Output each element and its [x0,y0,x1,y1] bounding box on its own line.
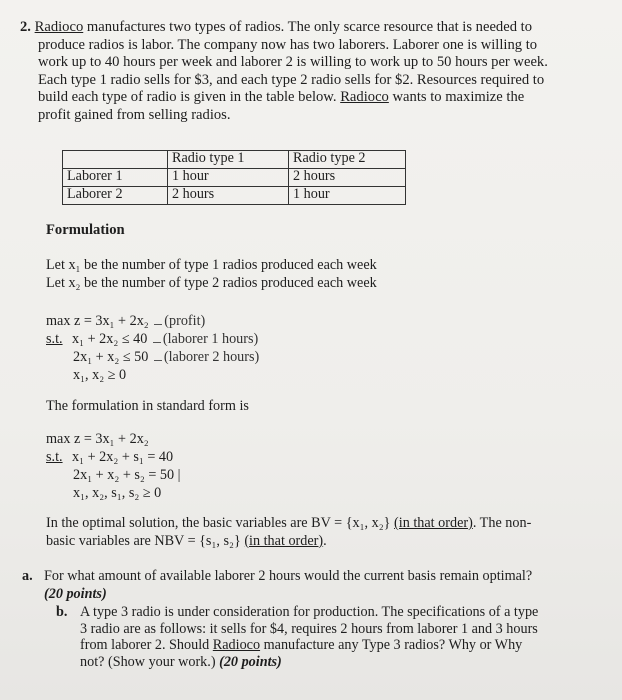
objective-note: (profit) [164,313,206,329]
question-a-label: a. [22,568,33,584]
question-a-text: For what amount of available laborer 2 hours would the current basis remain optimal? [44,568,533,584]
sf-st-label: s.t. [46,449,63,465]
nonnegativity: x₁, x₂ ≥ 0 [73,367,127,383]
lp-model [46,312,259,384]
table-row [63,169,406,187]
sf-nonnegativity: x₁, x₂, s₁, s₂ ≥ 0 [73,485,162,501]
var-def-x1: Let x₁ be the number of type 1 radios produced each week [46,257,377,273]
question-a [22,568,582,603]
sf-objective: max z = 3x₁ + 2x₂ [46,431,149,447]
var-def-x2: Let x₂ be the number of type 2 radios produced each week [46,274,377,291]
table-cell [63,151,168,169]
table-cell: Laborer 1 [63,169,168,187]
table-cell: 2 hours [289,169,406,187]
table-header-row [63,151,406,169]
table-cell: 1 hour [289,187,406,205]
constraint-2: 2x₁ + x₂ ≤ 50 [73,349,149,365]
sf-constraint-2: 2x₁ + x₂ + s₂ = 50 | [73,467,181,483]
table-cell: 1 hour [168,169,289,187]
question-b: b. A type 3 radio is under consideration for production. The specifications of a type 3 radio are as follows: it sells for $4, requires 2 hours from laborer 1 and 3 hours from laborer 2. Should Radioco manufacture any Type 3 radios? Why or Why not? (Show your work.) (20 points) [56,604,539,670]
table-cell: 2 hours [168,187,289,205]
constraint-1: x₁ + 2x₂ ≤ 40 [72,331,148,347]
standard-form-heading: The formulation in standard form is [46,398,249,414]
constraint-2-note: (laborer 2 hours) [163,349,260,365]
question-a-points: (20 points) [44,585,107,602]
standard-form-model [46,430,181,502]
st-label: s.t. [46,331,63,347]
resource-table [62,150,406,205]
table-header-cell: Radio type 2 [289,151,406,169]
question-b-points: (20 points) [219,653,282,670]
question-b-label: b. [56,604,68,620]
formulation-heading: Formulation [46,222,125,238]
company-name: Radioco [34,19,84,35]
variable-definitions [46,257,377,292]
problem-number: 2. [20,19,31,35]
table-header-cell: Radio type 1 [168,151,289,169]
sf-constraint-1: x₁ + 2x₂ + s₁ = 40 [72,449,174,465]
optimal-basis-text: In the optimal solution, the basic variables are BV = {x₁, x₂} (in that order). The non- basic variables are NBV = {s₁, s₂} (in that order). [46,515,532,549]
constraint-1-note: (laborer 1 hours) [162,331,259,347]
table-row [63,187,406,205]
problem-intro: 2. Radioco manufactures two types of radios. The only scarce resource that is needed to produce radios is labor. The company now has two laborers. Laborer one is willing to work up to 40 hours per week and laborer 2 is willing to work up to 50 hours per week. Each type 1 radio sells for $3, and each type 2 radio sells for $2. Resources required to build each type of radio is given in the table below. Radioco wants to maximize the profit gained from selling radios. [20,19,548,123]
objective: max z = 3x₁ + 2x₂ [46,313,149,329]
table-cell: Laborer 2 [63,187,168,205]
